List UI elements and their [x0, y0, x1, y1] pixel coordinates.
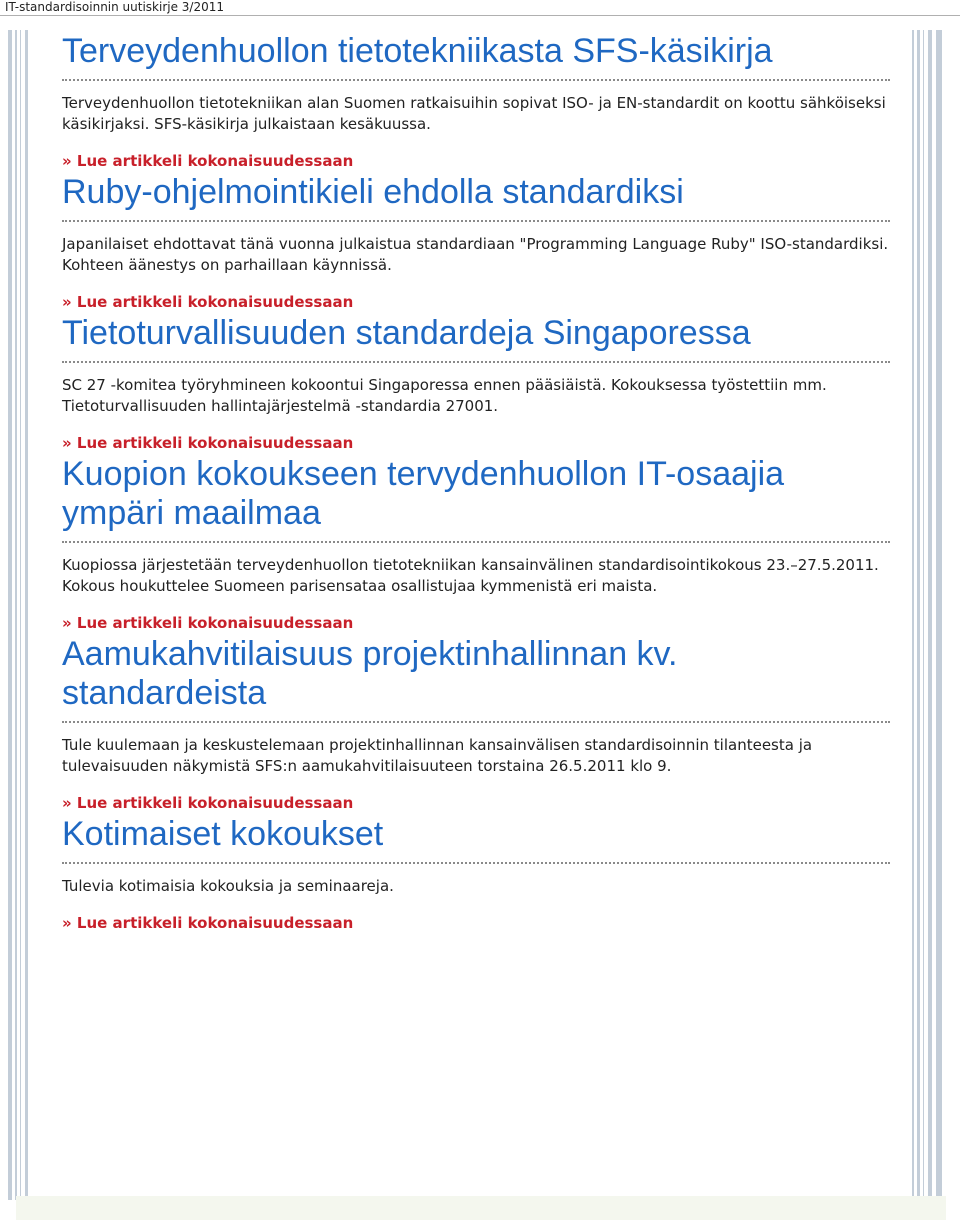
- article-domestic-meetings: [62, 813, 890, 933]
- read-more-link[interactable]: » Lue artikkeli kokonaisuudessaan: [62, 914, 354, 932]
- read-more-link[interactable]: » Lue artikkeli kokonaisuudessaan: [62, 152, 354, 170]
- title-divider: [62, 721, 890, 723]
- article-kuopio-meeting: [62, 453, 890, 633]
- article-security-singapore: [62, 312, 890, 453]
- article-sfs-handbook: [62, 30, 890, 171]
- title-divider: [62, 79, 890, 81]
- article-title[interactable]: Terveydenhuollon tietotekniikasta SFS-käsikirja: [62, 32, 773, 70]
- read-more-link[interactable]: » Lue artikkeli kokonaisuudessaan: [62, 434, 354, 452]
- article-title[interactable]: Tietoturvallisuuden standardeja Singaporessa: [62, 314, 751, 352]
- header-divider: [0, 15, 960, 16]
- article-summary: Terveydenhuollon tietotekniikan alan Suomen ratkaisuihin sopivat ISO- ja EN-standardit on koottu sähköiseksi käsikirjaksi. SFS-käsikirja julkaistaan kesäkuussa.: [62, 94, 886, 133]
- title-divider: [62, 361, 890, 363]
- article-summary: Tulevia kotimaisia kokouksia ja seminaareja.: [62, 877, 394, 895]
- article-ruby-standard: [62, 171, 890, 312]
- title-divider: [62, 541, 890, 543]
- article-title[interactable]: Kotimaiset kokoukset: [62, 815, 384, 853]
- article-summary: Tule kuulemaan ja keskustelemaan projektinhallinnan kansainvälisen standardisoinnin tilanteesta ja tulevaisuuden näkymistä SFS:n aamukahvitilaisuuteen torstaina 26.5.2011 klo 9.: [62, 736, 813, 775]
- article-summary: SC 27 -komitea työryhmineen kokoontui Singaporessa ennen pääsiäistä. Kokouksessa työstettiin mm. Tietoturvallisuuden hallintajärjestelmä -standardia 27001.: [62, 376, 827, 415]
- article-summary: Japanilaiset ehdottavat tänä vuonna julkaistua standardiaan "Programming Language Ruby" ISO-standardiksi. Kohteen äänestys on parhaillaan käynnissä.: [62, 235, 889, 274]
- newsletter-content: [62, 30, 890, 933]
- article-project-management-breakfast: [62, 633, 890, 813]
- page-frame-bottom: [16, 1196, 946, 1220]
- title-divider: [62, 862, 890, 864]
- article-title[interactable]: Ruby-ohjelmointikieli ehdolla standardiksi: [62, 173, 684, 211]
- article-title[interactable]: Aamukahvitilaisuus projektinhallinnan kv. standardeista: [62, 635, 678, 712]
- article-summary: Kuopiossa järjestetään terveydenhuollon tietotekniikan kansainvälinen standardisointikokous 23.–27.5.2011. Kokous houkuttelee Suomeen parisensataa osallistujaa kymmenistä eri maista.: [62, 556, 879, 595]
- article-title[interactable]: Kuopion kokoukseen tervydenhuollon IT-osaajia ympäri maailmaa: [62, 455, 785, 532]
- page-frame-left: [8, 30, 34, 1200]
- page-frame-right: [912, 30, 952, 1200]
- read-more-link[interactable]: » Lue artikkeli kokonaisuudessaan: [62, 614, 354, 632]
- read-more-link[interactable]: » Lue artikkeli kokonaisuudessaan: [62, 794, 354, 812]
- newsletter-header-label: IT-standardisoinnin uutiskirje 3/2011: [5, 0, 225, 14]
- title-divider: [62, 220, 890, 222]
- read-more-link[interactable]: » Lue artikkeli kokonaisuudessaan: [62, 293, 354, 311]
